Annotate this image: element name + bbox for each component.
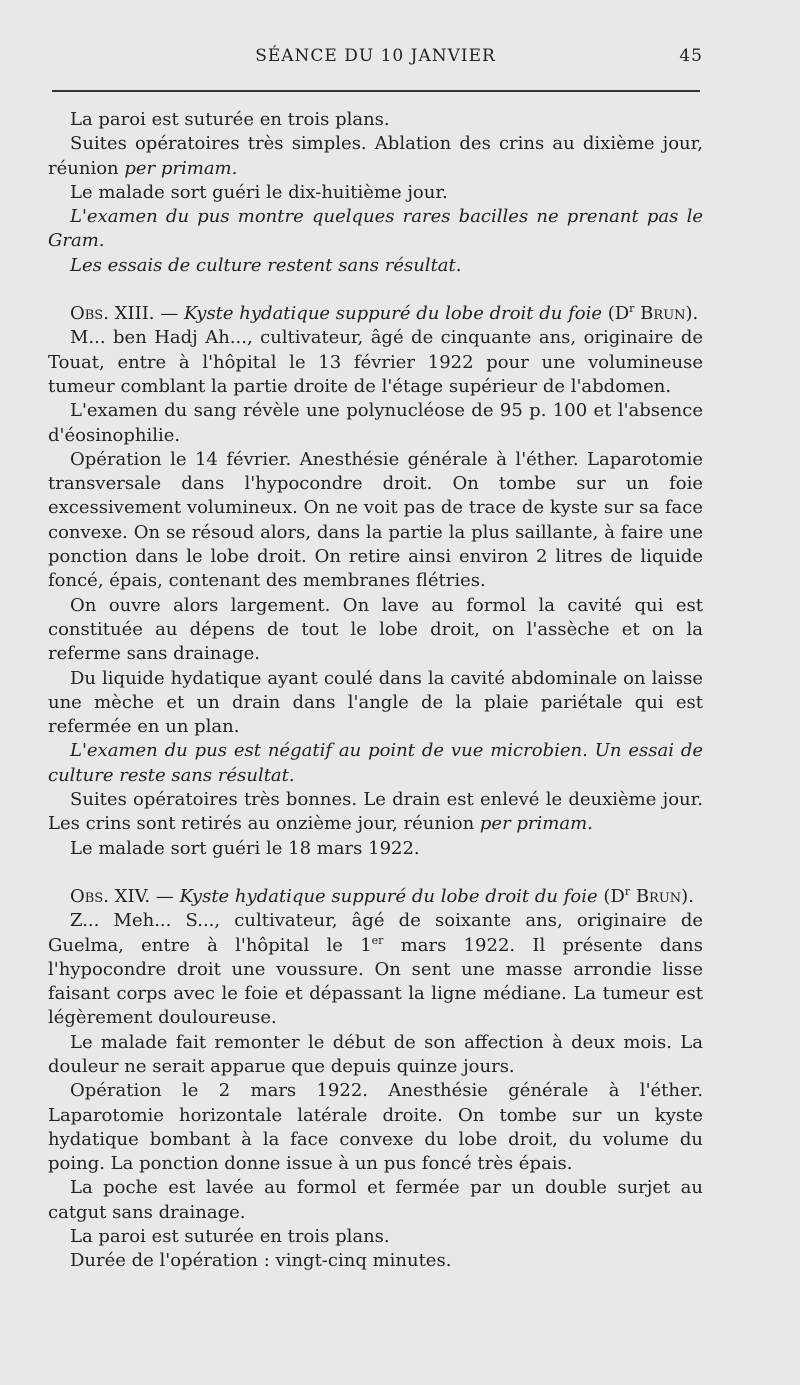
text-segment: Brun xyxy=(635,885,682,907)
text-segment: ). xyxy=(681,885,694,907)
text-segment: Opération le 2 mars 1922. Anesthésie générale à l'éther. Laparotomie horizontale latérale droite. On tombe sur un kyste hydatique bombant à la face convexe du lobe droit, du volume du poing. La ponction donne issue à un pus foncé très épais. xyxy=(48,1080,703,1175)
paragraph xyxy=(48,837,703,861)
paragraph xyxy=(48,1225,703,1249)
paragraph xyxy=(48,181,703,205)
paragraph xyxy=(48,1031,703,1080)
text-segment: La paroi est suturée en trois plans. xyxy=(70,109,390,130)
text-segment: Z... Meh... S..., cultivateur, âgé de soixante ans, originaire de Guelma, entre à l'hôpital le 1 xyxy=(48,910,703,956)
paragraph xyxy=(48,399,703,448)
running-header xyxy=(48,46,703,72)
text-segment: per primam. xyxy=(124,157,238,179)
text-segment: L'examen du pus est négatif au point de vue microbien. Un essai de culture reste sans résultat. xyxy=(48,740,703,786)
text-segment: — xyxy=(150,885,180,907)
text-segment: Suites opératoires très simples. Ablation des crins au dixième jour, réunion xyxy=(48,133,703,179)
text-segment: Opération le 14 février. Anesthésie générale à l'éther. Laparotomie transversale dans l'hypocondre droit. On tombe sur un foie excessivement volumineux. On ne voit pas de trace de kyste sur sa face convexe. On se résoud alors, dans la partie la plus saillante, à faire une ponction dans le lobe droit. On retire ainsi environ 2 litres de liquide foncé, épais, contenant des membranes flétries. xyxy=(48,448,703,592)
text-segment: Obs. XIII. xyxy=(70,303,155,325)
page-number: 45 xyxy=(679,46,703,66)
text-segment: ). xyxy=(685,303,699,325)
text-segment: L'examen du pus montre quelques rares bacilles ne prenant pas le Gram. xyxy=(48,206,703,252)
text-segment: Du liquide hydatique ayant coulé dans la cavité abdominale on laisse une mèche et un drain dans l'angle de la plaie pariétale qui est refermée en un plan. xyxy=(48,667,703,738)
paragraph xyxy=(48,909,703,1030)
text-segment: Le malade sort guéri le dix-huitième jour. xyxy=(70,181,448,203)
text-segment: (D xyxy=(597,885,625,907)
paragraph xyxy=(48,1249,703,1273)
text-segment: On ouvre alors largement. On lave au formol la cavité qui est constituée au dépens de tout le lobe droit, on l'assèche et on la referme sans drainage. xyxy=(48,594,703,665)
text-segment: Les essais de culture restent sans résultat. xyxy=(70,254,462,276)
text-segment: Obs. XIV. xyxy=(70,885,151,907)
text-segment: Kyste hydatique suppuré du lobe droit du foie xyxy=(183,303,602,325)
text-segment: Brun xyxy=(640,303,686,325)
paragraph xyxy=(48,448,703,594)
text-segment: La poche est lavée au formol et fermée par un double surjet au catgut sans drainage. xyxy=(48,1177,703,1223)
text-segment: — xyxy=(154,303,184,325)
paragraph xyxy=(48,594,703,667)
text-segment: er xyxy=(371,933,384,947)
text-segment: La paroi est suturée en trois plans. xyxy=(70,1226,390,1248)
text-segment: mars 1922. Il présente dans l'hypocondre droit une voussure. On sent une masse arrondie lisse faisant corps avec le foie et dépassant la ligne médiane. La tumeur est légèrement douloureuse. xyxy=(48,934,703,1029)
text-segment: Suites opératoires très bonnes. Le drain est enlevé le deuxième jour. Les crins sont retirés au onzième jour, réunion xyxy=(48,789,703,835)
text-segment: L'examen du sang révèle une polynucléose de 95 p. 100 et l'absence d'éosinophilie. xyxy=(48,400,703,446)
paragraph xyxy=(48,739,703,788)
running-title: SÉANCE DU 10 JANVIER xyxy=(255,46,496,66)
text-segment: per primam. xyxy=(479,813,593,835)
paragraph xyxy=(48,326,703,399)
paragraph xyxy=(48,254,703,278)
paragraph xyxy=(48,788,703,837)
text-segment: (D xyxy=(601,303,630,325)
text-segment: r xyxy=(624,884,631,898)
paragraph xyxy=(48,205,703,254)
header-rule xyxy=(52,90,700,92)
paragraph xyxy=(48,667,703,740)
paragraph xyxy=(48,132,703,181)
page-body xyxy=(48,108,703,1274)
observation-heading xyxy=(48,885,703,909)
text-segment: M... ben Hadj Ah..., cultivateur, âgé de cinquante ans, originaire de Touat, entre à l'hôpital le 13 février 1922 pour une volumineuse tumeur comblant la partie droite de l'étage supérieur de l'abdomen. xyxy=(48,327,703,397)
paragraph xyxy=(48,1176,703,1225)
text-segment: Le malade sort guéri le 18 mars 1922. xyxy=(70,837,420,859)
text-segment: r xyxy=(629,302,635,316)
observation-heading xyxy=(48,302,703,326)
text-segment: Le malade fait remonter le début de son affection à deux mois. La douleur ne serait apparue que depuis quinze jours. xyxy=(48,1031,703,1077)
paragraph xyxy=(48,108,703,132)
paragraph xyxy=(48,1079,703,1176)
text-segment: Durée de l'opération : vingt-cinq minutes. xyxy=(70,1250,452,1272)
text-segment: Kyste hydatique suppuré du lobe droit du foie xyxy=(179,885,598,907)
